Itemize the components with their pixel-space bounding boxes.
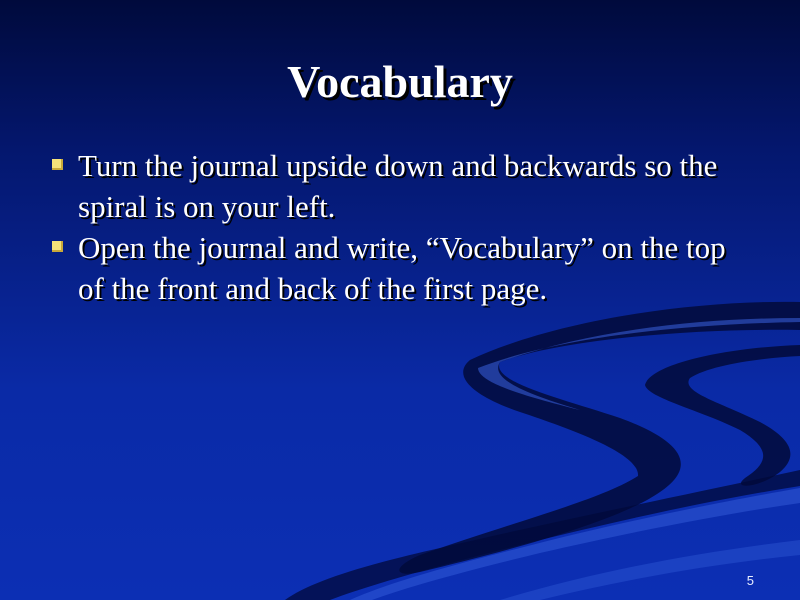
- bullet-item: [48, 145, 738, 227]
- slide-title: Vocabulary: [287, 56, 513, 107]
- bullet-square-icon: [52, 241, 63, 252]
- swoosh-lower-dark: [285, 470, 800, 600]
- bullet-list: [48, 145, 738, 309]
- bullet-item: [48, 227, 738, 309]
- bullet-text: Open the journal and write, “Vocabulary” on the top of the front and back of the first page.: [78, 230, 726, 306]
- bullet-square-icon: [52, 159, 63, 170]
- bullet-text: Turn the journal upside down and backwards so the spiral is on your left.: [78, 148, 718, 224]
- slide-number: 5: [746, 573, 754, 588]
